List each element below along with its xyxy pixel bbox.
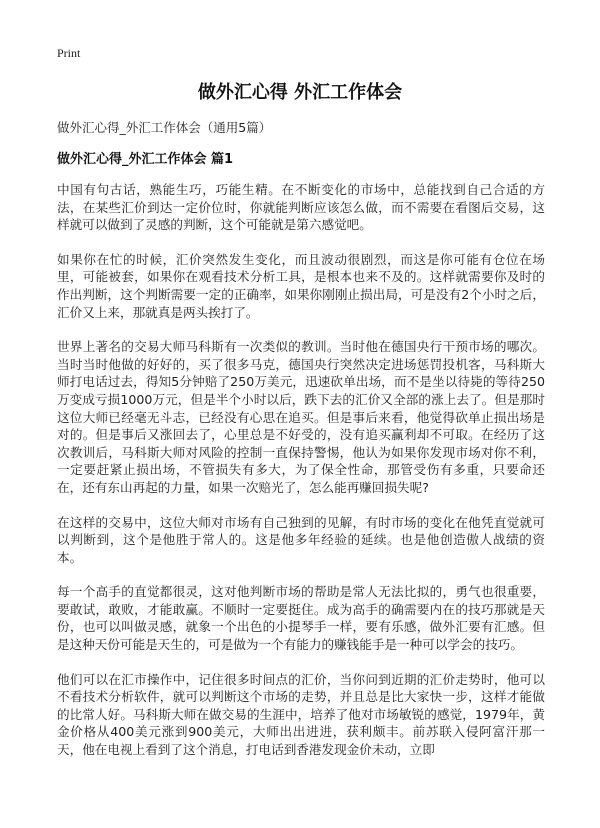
paragraph-6: 他们可以在汇市操作中，记住很多时间点的汇价，当你问到近期的汇价走势时，他可以不看技术分析软件，就可以判断这个市场的走势，并且总是比大家快一步，这样才能做的比常人好。马科斯大师在做交易的生涯中，培养了他对市场敏锐的感觉，1979年，黄金价格从400美元涨到900美元，大师出出进进，获利颇丰。前苏联入侵阿富汗那一天，他在电视上看到了这个消息，打电话到香港发现金价未动，立即 (57, 671, 545, 758)
paragraph-3: 世界上著名的交易大师马科斯有一次类似的教训。当时他在德国央行干预市场的哪次。当时当时他做的好好的，买了很多马克，德国央行突然决定进场惩罚投机客，马科斯大师打电话过去，得知5分钟赔了250万美元，迅速砍单出场，而不是坐以待毙的等待250万变成亏损1000万元，但是半个小时以后，跌下去的汇价又全部的涨上去了。但是那时这位大师已经毫无斗志，已经没有心思在追买。但是事后来看，他觉得砍单止损出场是对的。但是事后又涨回去了，心里总是不好受的，没有追买赢利却不可取。在经历了这次教训后，马科斯大师对风险的控制一直保持警惕，他认为如果你发现市场对你不利，一定要赶紧止损出场，不管损失有多大，为了保全性命，那管受伤有多重，只要命还在，还有东山再起的力量，如果一次赔光了，怎么能再赚回损失呢? (57, 339, 545, 495)
section-heading: 做外汇心得_外汇工作体会 篇1 (57, 152, 234, 167)
document-title: 做外汇心得 外汇工作体会 (197, 82, 403, 103)
paragraph-4: 在这样的交易中，这位大师对市场有自己独到的见解，有时市场的变化在他凭直觉就可以判断到，这个是他胜于常人的。这是他多年经验的延续。也是他创造傲人战绩的资本。 (57, 514, 545, 565)
paragraph-5: 每一个高手的直觉都很灵，这对他判断市场的帮助是常人无法比拟的，勇气也很重要，要敢试，敢败，才能敢赢。不顺时一定要挺住。成为高手的确需要内在的技巧那就是天份，也可以叫做灵感，就象一个出色的小提琴手一样，要有乐感，做外汇要有汇感。但是这种天份可能是天生的，可是做为一个有能力的赚钱能手是一种可以学会的技巧。 (57, 584, 545, 653)
paragraph-1: 中国有句古话，熟能生巧，巧能生精。在不断变化的市场中，总能找到自己合适的方法，在某些汇价到达一定价位时，你就能判断应该怎么做，而不需要在看图后交易，这样就可以做到了灵感的判断，这个可能就是第六感觉吧。 (57, 182, 545, 233)
document-subtitle: 做外汇心得_外汇工作体会（通用5篇） (57, 120, 272, 135)
print-link[interactable]: Print (57, 46, 81, 60)
paragraph-2: 如果你在忙的时候，汇价突然发生变化，而且波动很剧烈，而这是你可能有仓位在场里，可能被套，如果你在观看技术分析工具，是根本也来不及的。这样就需要你及时的作出判断，这个判断需要一定的正确率，如果你刚刚止损出局，可是没有2个小时之后，汇价又上来，那就真是两头挨打了。 (57, 251, 545, 320)
article-body (57, 181, 545, 776)
